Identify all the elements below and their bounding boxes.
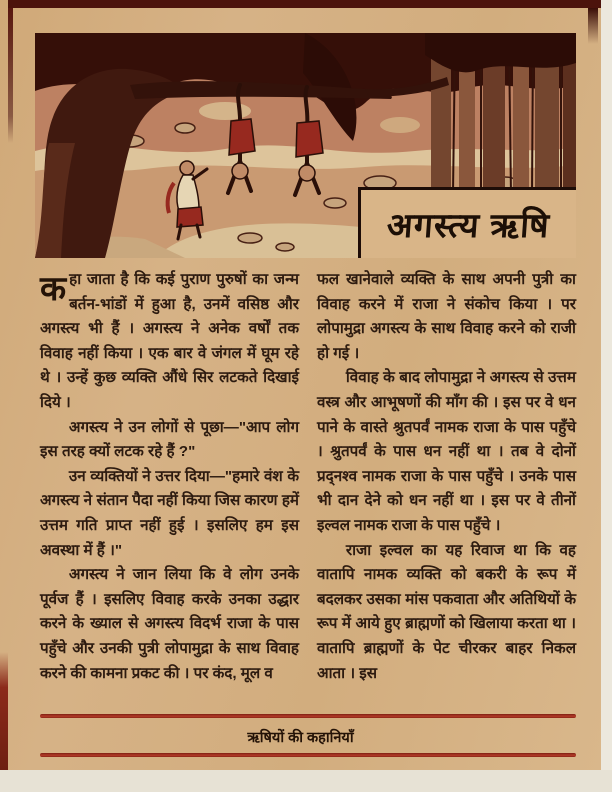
story-text: [40, 268, 576, 686]
scan-edge-right: [601, 0, 612, 792]
page-border-right: [588, 8, 598, 44]
paragraph: राजा इल्वल का यह रिवाज था कि वह वातापि नामक व्यक्ति को बकरी के रूप में बदलकर उसका मांस पकवाता और अतिथियों के रूप में आये हुए ब्राह्मणों को खिलाया करता था । वातापि ब्राह्मणों के पेट चीरकर बाहर निकल आता । इस: [317, 541, 576, 682]
paragraph: उन व्यक्तियों ने उत्तर दिया—"हमारे वंश के अगस्त्य ने संतान पैदा नहीं किया जिस कारण हमें उत्तम गति प्राप्त नहीं हुई । इसलिए हम इस अवस्था में हैं ।": [40, 467, 299, 559]
page-border-bottom-left: [0, 652, 8, 770]
footer-rule-top: [40, 714, 576, 718]
text-column-left: [40, 268, 299, 686]
page-title: अगस्त्य ऋषि: [385, 207, 552, 245]
paragraph: अगस्त्य ने उन लोगों से पूछा—"आप लोग इस तरह क्यों लटक रहे हैं ?": [40, 418, 299, 461]
paragraph: विवाह के बाद लोपामुद्रा ने अगस्त्य से उत्तम वस्त्र और आभूषणों की माँग की । इस पर वे धन पाने के वास्ते श्रुतपर्वं नामक राजा के पास पहुँचे । श्रुतपर्वं के पास धन नहीं था । तब वे दोनों प्रद्नश्व नामक राजा के पास पहुँचे । उनके पास भी दान देने को धन नहीं था । इस पर वे तीनों इल्वल नामक राजा के पास पहुँचे ।: [317, 369, 576, 534]
page-border-left: [8, 8, 13, 143]
text-column-right: [317, 268, 576, 686]
scan-edge-bottom: [0, 770, 612, 792]
paragraph: [40, 268, 299, 416]
drop-cap: क: [40, 270, 67, 308]
page-border-top: [8, 0, 602, 8]
paragraph-text: हा जाता है कि कई पुराण पुरुषों का जन्म बर्तन-भांडों में हुआ है, उनमें वसिष्ठ और अगस्त्य भी हैं । अगस्त्य ने अनेक वर्षों तक विवाह नहीं किया । एक बार वे जंगल में घूम रहे थे । उन्हें कुछ व्यक्ति औंधे सिर लटकते दिखाई दिये ।: [40, 271, 299, 411]
book-footer-title: ऋषियों की कहानियाँ: [247, 730, 354, 746]
paragraph: फल खानेवाले व्यक्ति के साथ अपनी पुत्री का विवाह करने में राजा ने संकोच किया । पर लोपामुद्रा अगस्त्य के साथ विवाह करने को राजी हो गई ।: [317, 271, 576, 362]
footer-rule-bottom: [40, 753, 576, 757]
illustration: [35, 33, 576, 258]
paragraph: अगस्त्य ने जान लिया कि वे लोग उनके पूर्वज हैं । इसलिए विवाह करके उनका उद्धार करने के ख्याल से अगस्त्य विदर्भ राजा के पास पहुँचे और उनकी पुत्री लोपामुद्रा के साथ विवाह करने की कामना प्रकट की । पर कंद, मूल व: [40, 566, 299, 682]
story-title-box: [358, 187, 576, 258]
